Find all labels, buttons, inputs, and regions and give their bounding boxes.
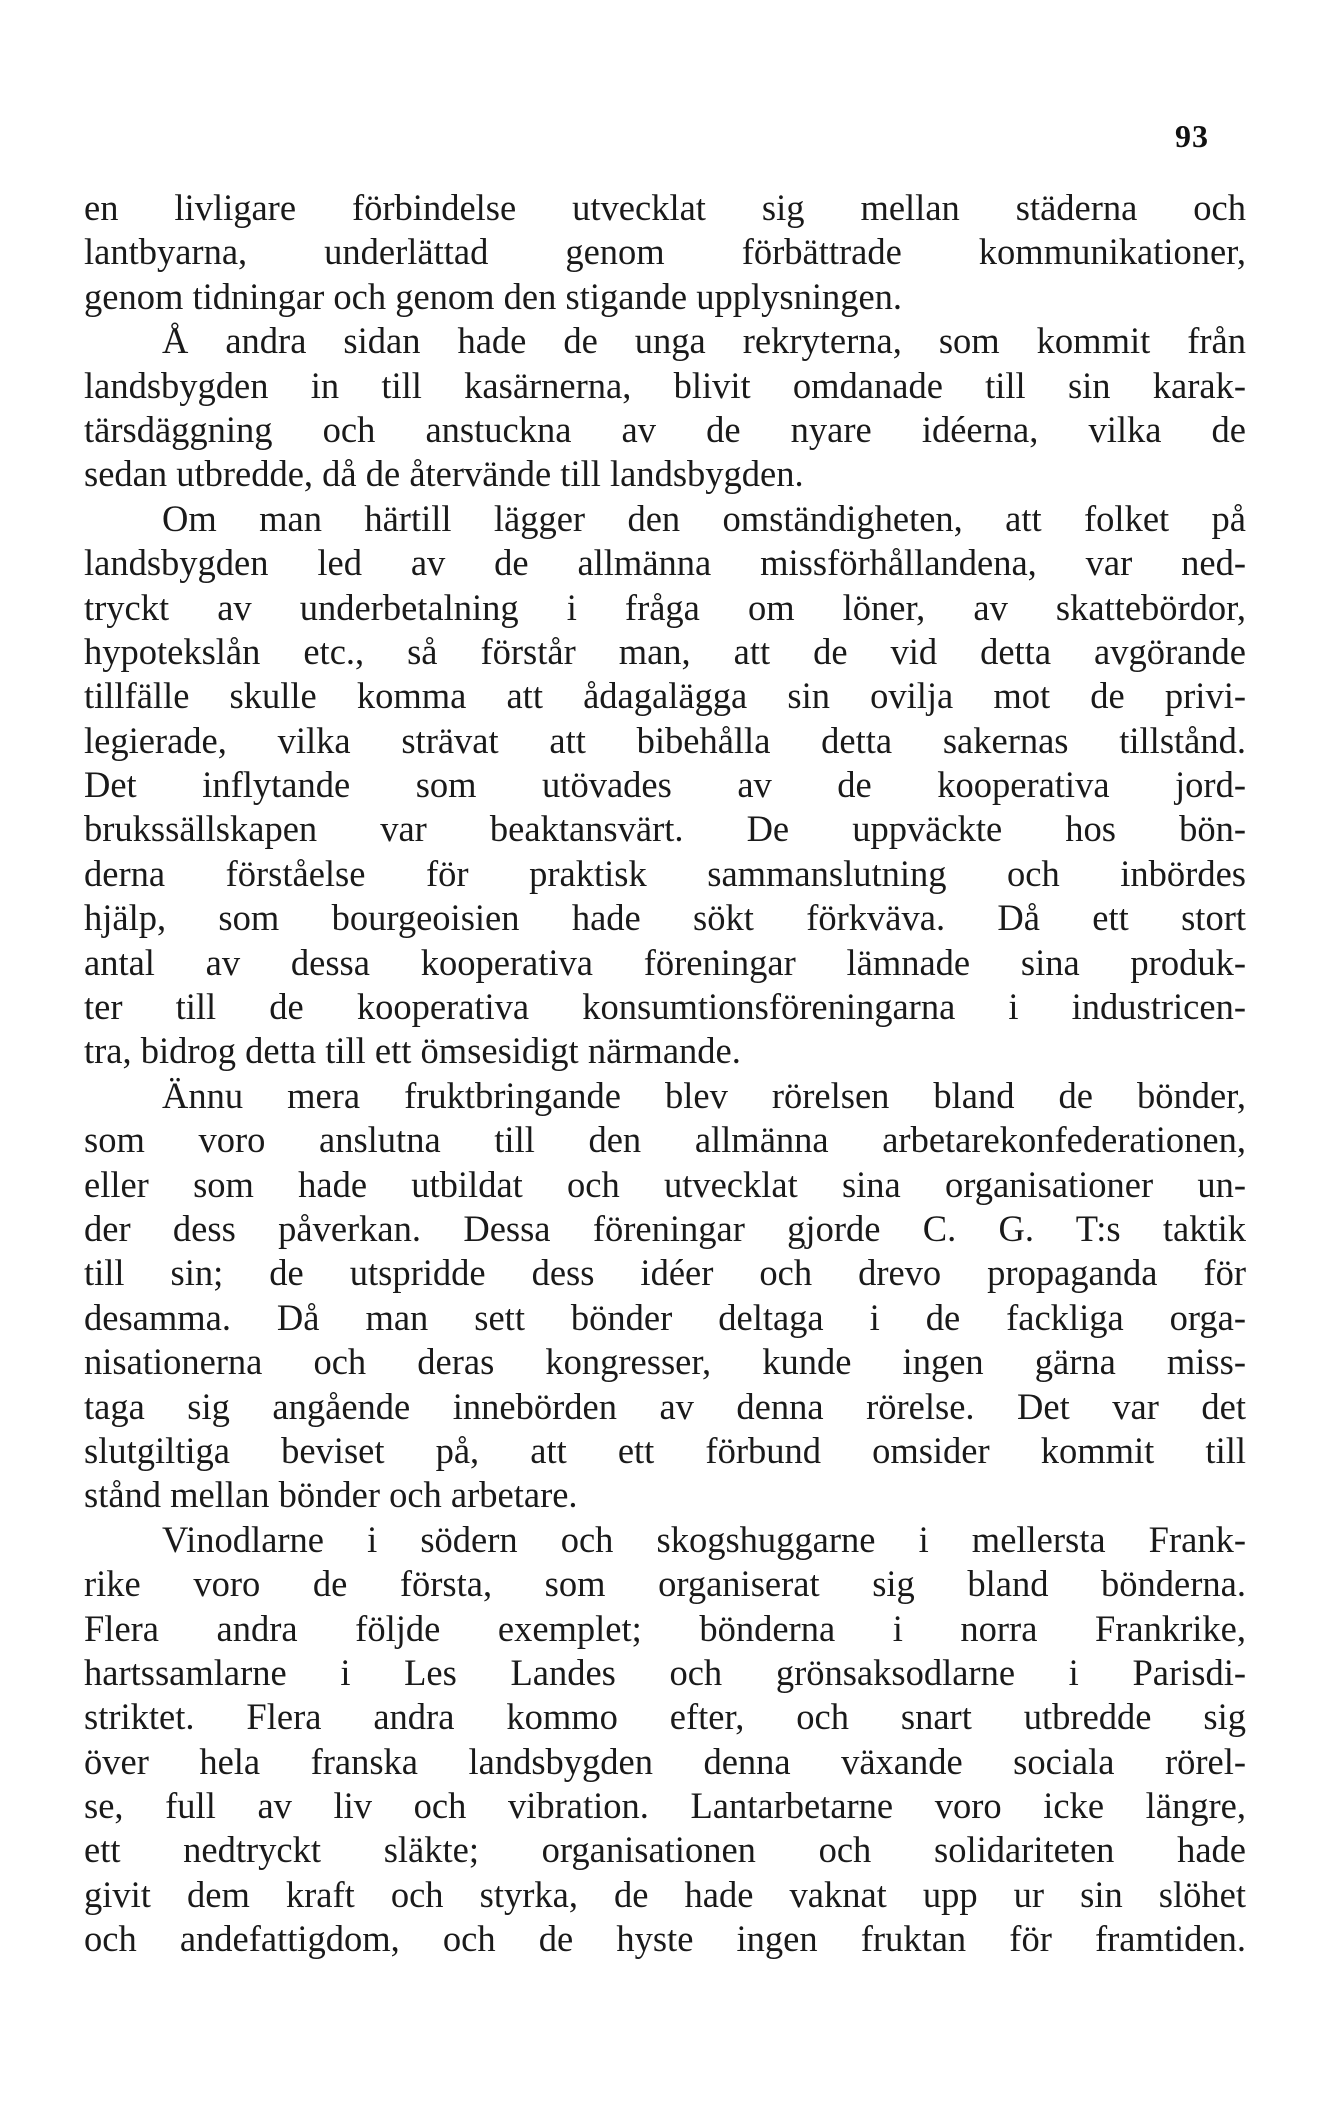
text-line: över hela franska landsbygden denna växande sociala rörel-: [84, 1740, 1246, 1782]
text-line: eller som hade utbildat och utvecklat sina organisationer un-: [84, 1163, 1246, 1205]
text-line: brukssällskapen var beaktansvärt. De uppväckte hos bön-: [84, 808, 1246, 850]
text-line: Det inflytande som utövades av de kooperativa jord-: [84, 764, 1246, 806]
text-line: derna förståelse för praktisk sammanslutning och inbördes: [84, 852, 1246, 894]
text-line: slutgiltiga beviset på, att ett förbund omsider kommit till: [84, 1429, 1246, 1471]
text-line: som voro anslutna till den allmänna arbetarekonfederationen,: [84, 1119, 1246, 1161]
text-line: sedan utbredde, då de återvände till landsbygden.: [84, 453, 804, 495]
text-line: striktet. Flera andra kommo efter, och snart utbredde sig: [84, 1696, 1246, 1738]
text-line: landsbygden in till kasärnerna, blivit omdanade till sin karak-: [84, 364, 1246, 406]
text-line: en livligare förbindelse utvecklat sig mellan städerna och: [84, 187, 1246, 228]
text-line: och andefattigdom, och de hyste ingen fruktan för framtiden.: [84, 1918, 1246, 1960]
text-line: legierade, vilka strävat att bibehålla detta sakernas tillstånd.: [84, 719, 1246, 761]
text-line: Vinodlarne i södern och skogshuggarne i mellersta Frank-: [162, 1518, 1246, 1560]
text-line: stånd mellan bönder och arbetare.: [84, 1474, 578, 1516]
text-line: rike voro de första, som organiserat sig bland bönderna.: [84, 1563, 1246, 1605]
text-line: nisationerna och deras kongresser, kunde ingen gärna miss-: [84, 1341, 1246, 1383]
text-line: Flera andra följde exemplet; bönderna i norra Frankrike,: [84, 1607, 1246, 1649]
text-line: der dess påverkan. Dessa föreningar gjorde C. G. T:s taktik: [84, 1207, 1246, 1249]
text-line: tryckt av underbetalning i fråga om löner, av skattebördor,: [84, 586, 1246, 628]
text-line: tillfälle skulle komma att ådagalägga sin ovilja mot de privi-: [84, 675, 1246, 717]
text-line: ett nedtryckt släkte; organisationen och solidariteten hade: [84, 1829, 1246, 1871]
text-line: tra, bidrog detta till ett ömsesidigt närmande.: [84, 1030, 741, 1072]
text-line: till sin; de utspridde dess idéer och drevo propaganda för: [84, 1252, 1246, 1294]
text-line: landsbygden led av de allmänna missförhållandena, var ned-: [84, 542, 1246, 584]
text-line: tärsdäggning och anstuckna av de nyare idéerna, vilka de: [84, 408, 1246, 450]
body-text: [84, 186, 1246, 1962]
text-line: Å andra sidan hade de unga rekryterna, som kommit från: [162, 320, 1246, 362]
text-line: hartssamlarne i Les Landes och grönsaksodlarne i Parisdi-: [84, 1651, 1246, 1693]
text-line: se, full av liv och vibration. Lantarbetarne voro icke längre,: [84, 1785, 1246, 1827]
text-line: taga sig angående innebörden av denna rörelse. Det var det: [84, 1385, 1246, 1427]
text-line: hjälp, som bourgeoisien hade sökt förkväva. Då ett stort: [84, 897, 1246, 939]
text-line: hypotekslån etc., så förstår man, att de vid detta avgörande: [84, 630, 1246, 672]
text-line: desamma. Då man sett bönder deltaga i de fackliga orga-: [84, 1296, 1246, 1338]
text-line: genom tidningar och genom den stigande upplysningen.: [84, 275, 903, 317]
text-line: lantbyarna, underlättad genom förbättrade kommunikationer,: [84, 231, 1246, 273]
text-line: Om man härtill lägger den omständigheten, att folket på: [162, 497, 1246, 539]
text-line: ter till de kooperativa konsumtionsföreningarna i industricen-: [84, 986, 1246, 1028]
text-line: antal av dessa kooperativa föreningar lämnade sina produk-: [84, 941, 1246, 983]
page-number: 93: [1175, 118, 1209, 154]
text-line: givit dem kraft och styrka, de hade vaknat upp ur sin slöhet: [84, 1873, 1246, 1915]
text-line: Ännu mera fruktbringande blev rörelsen bland de bönder,: [162, 1074, 1246, 1116]
